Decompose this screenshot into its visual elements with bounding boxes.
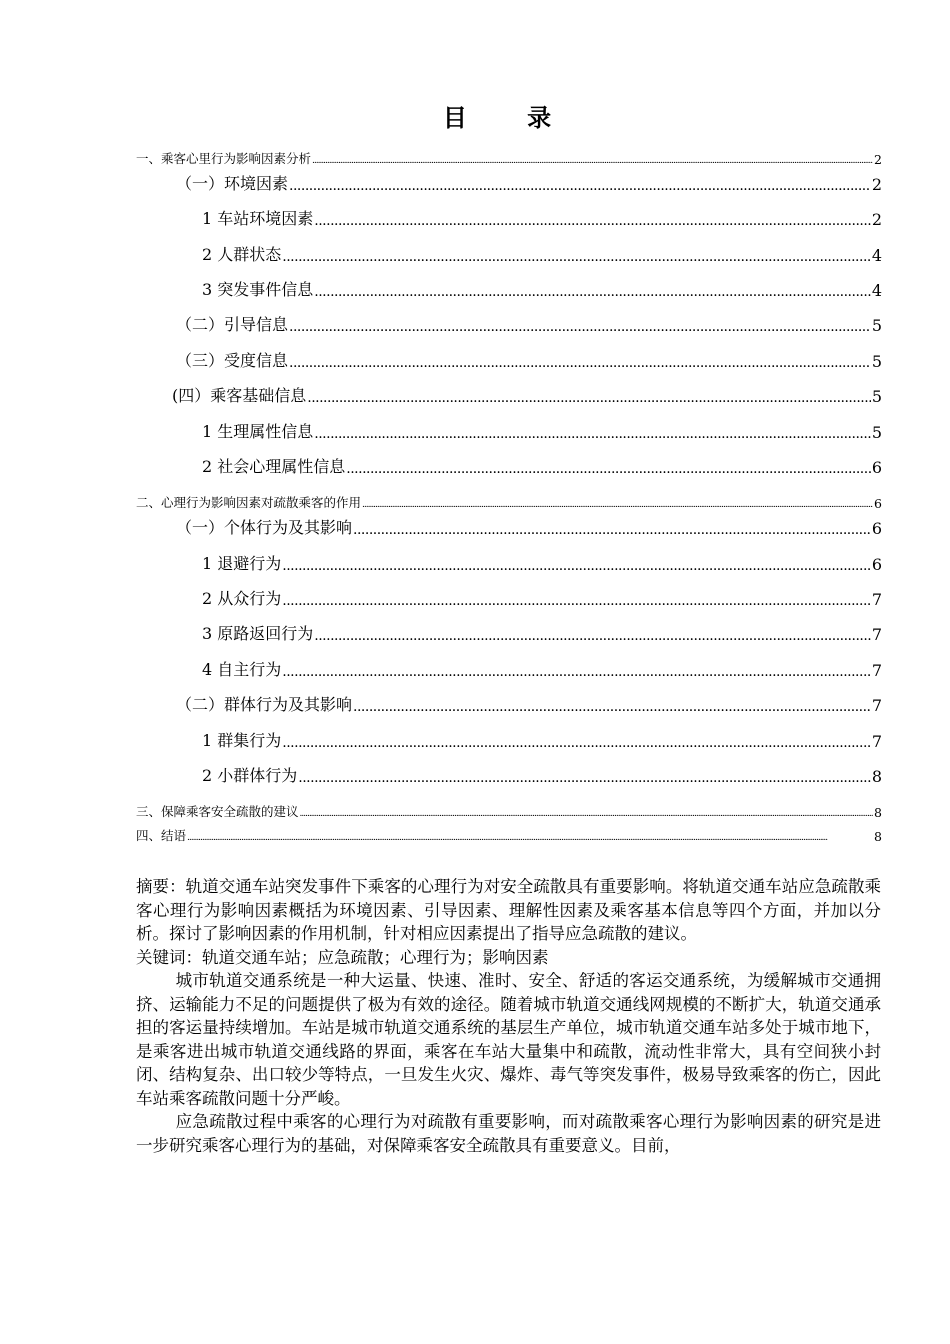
toc-entry[interactable]	[202, 622, 882, 644]
toc-entry[interactable]	[202, 207, 882, 229]
toc-entry-text: 三、保障乘客安全疏散的建议	[136, 804, 299, 819]
toc-entry-text: 3 原路返回行为	[202, 624, 314, 643]
toc-page-number: 5	[871, 423, 882, 442]
toc-entry[interactable]	[172, 384, 882, 406]
toc-entry-text: 二、心理行为影响因素对疏散乘客的作用	[136, 495, 362, 510]
toc-entry[interactable]	[202, 658, 882, 680]
toc-leader	[289, 355, 871, 371]
toc-entry-text: 2 社会心理属性信息	[202, 457, 346, 476]
toc-page-number: 6	[871, 555, 882, 574]
toc-leader	[282, 249, 871, 265]
toc-page-number: 7	[871, 732, 882, 751]
toc-entry[interactable]	[202, 729, 882, 751]
toc-page-number: 7	[871, 625, 882, 644]
toc-leader	[314, 213, 871, 229]
toc-page-number: 2	[874, 152, 882, 167]
toc-page-number: 6	[871, 458, 882, 477]
toc-entry-text: 2 人群状态	[202, 245, 282, 264]
toc-entry[interactable]	[202, 278, 882, 300]
toc-page-number: 7	[871, 661, 882, 680]
toc-page-number: 8	[874, 805, 882, 820]
toc-leader	[307, 390, 871, 406]
toc-leader	[314, 426, 871, 442]
toc-leader	[312, 155, 873, 167]
toc-leader	[289, 319, 871, 335]
toc-entry[interactable]	[202, 587, 882, 609]
paragraph: 应急疏散过程中乘客的心理行为对疏散有重要影响，而对疏散乘客心理行为影响因素的研究是进一步研究乘客心理行为的基础，对保障乘客安全疏散具有重要意义。目前，	[136, 1112, 881, 1155]
toc-entry[interactable]	[176, 693, 882, 715]
toc-entry[interactable]	[202, 455, 882, 477]
toc-entry[interactable]	[202, 243, 882, 265]
toc-entry[interactable]	[202, 552, 882, 574]
toc-page-number: 5	[871, 316, 882, 335]
toc-leader	[353, 522, 871, 538]
toc-entry-text: 一、乘客心里行为影响因素分析	[136, 151, 312, 166]
toc-leader	[300, 808, 874, 820]
toc-leader	[314, 284, 871, 300]
toc-page-number: 6	[874, 496, 882, 511]
toc-entry-text: 2 从众行为	[202, 589, 282, 608]
toc-entry-text: 1 生理属性信息	[202, 422, 314, 441]
toc-page-number: 2	[871, 175, 882, 194]
toc-leader	[346, 461, 871, 477]
toc-page-number: 4	[871, 246, 882, 265]
toc-leader	[353, 699, 871, 715]
toc-entry[interactable]	[176, 516, 882, 538]
toc-entry-text: （二）引导信息	[176, 315, 289, 334]
toc-page-number: 2	[871, 210, 882, 229]
toc-entry[interactable]	[202, 420, 882, 442]
toc-entry[interactable]	[136, 150, 882, 167]
toc-page-number: 6	[871, 519, 882, 538]
toc-entry-text: 1 群集行为	[202, 731, 282, 750]
toc-page-number: 7	[871, 696, 882, 715]
toc-entry[interactable]	[136, 827, 882, 844]
toc-leader	[282, 558, 871, 574]
toc-leader	[314, 628, 871, 644]
toc-entry[interactable]	[176, 172, 882, 194]
toc-page-number: 4	[871, 281, 882, 300]
toc-leader	[362, 499, 873, 511]
keywords: 关键词：轨道交通车站；应急疏散；心理行为；影响因素	[136, 947, 549, 967]
toc-entry-text: （一）环境因素	[176, 174, 289, 193]
toc-entry-text: (四）乘客基础信息	[172, 386, 307, 405]
body-text	[136, 875, 881, 1157]
toc-page-number: 5	[871, 352, 882, 371]
toc-entry-text: 1 车站环境因素	[202, 209, 314, 228]
toc-page-number: 8	[874, 829, 882, 844]
toc-entry-text: 四、结语	[136, 828, 187, 843]
toc-entry-text: （三）受度信息	[176, 351, 289, 370]
toc-title: 目 录	[442, 103, 578, 132]
toc-entry-text: 2 小群体行为	[202, 766, 298, 785]
toc-entry-text: 4 自主行为	[202, 660, 282, 679]
toc-entry-text: 1 退避行为	[202, 554, 282, 573]
toc-entry[interactable]	[176, 349, 882, 371]
toc-entry-text: （一）个体行为及其影响	[176, 518, 353, 537]
toc-leader	[282, 735, 871, 751]
paragraph: 城市轨道交通系统是一种大运量、快速、准时、安全、舒适的客运交通系统，为缓解城市交通拥挤、运输能力不足的问题提供了极为有效的途径。随着城市轨道交通线网规模的不断扩大，轨道交通承担的客运量持续增加。车站是城市轨道交通系统的基层生产单位，城市轨道交通车站多处于城市地下，是乘客进出城市轨道交通线路的界面，乘客在车站大量集中和疏散，流动性非常大，具有空间狭小封闭、结构复杂、出口较少等特点，一旦发生火灾、爆炸、毒气等突发事件，极易导致乘客的伤亡，因此车站乘客疏散问题十分严峻。	[136, 971, 881, 1108]
toc-entry-text: 3 突发事件信息	[202, 280, 314, 299]
toc-leader	[289, 178, 871, 194]
toc-page-number: 7	[871, 590, 882, 609]
toc-entry[interactable]	[202, 764, 882, 786]
toc-entry[interactable]	[136, 803, 882, 820]
toc-leader	[282, 664, 871, 680]
toc-page-number: 5	[871, 387, 882, 406]
toc-entry-text: （二）群体行为及其影响	[176, 695, 353, 714]
toc-leader	[187, 832, 873, 844]
toc-page-number: 8	[871, 767, 882, 786]
toc-leader	[298, 770, 871, 786]
abstract: 摘要：轨道交通车站突发事件下乘客的心理行为对安全疏散具有重要影响。将轨道交通车站应急疏散乘客心理行为影响因素概括为环境因素、引导因素、理解性因素及乘客基本信息等四个方面，并加以分析。探讨了影响因素的作用机制，针对相应因素提出了指导应急疏散的建议。	[136, 877, 881, 943]
toc-leader	[282, 593, 871, 609]
toc-entry[interactable]	[176, 313, 882, 335]
toc-entry[interactable]	[136, 494, 882, 511]
